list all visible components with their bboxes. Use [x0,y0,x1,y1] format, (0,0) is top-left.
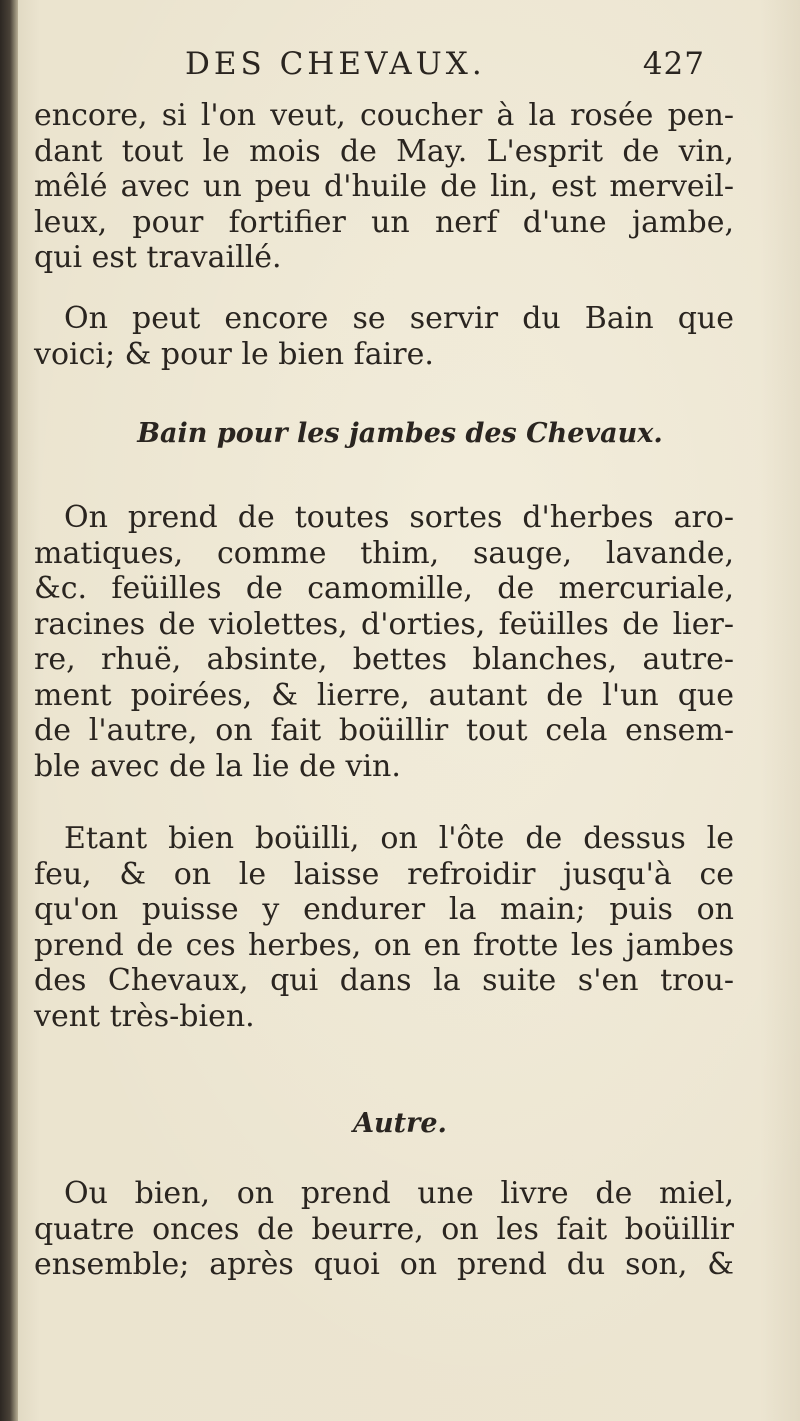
text-line: dant tout le mois de May. L'esprit de vin, [34,133,734,169]
text-line: matiques, comme thim, sauge, lavande, [34,535,734,571]
text-line: voici; & pour le bien faire. [34,336,434,372]
text-line: encore, si l'on veut, coucher à la rosée pen- [34,98,734,133]
text-line: ble avec de la lie de vin. [34,748,401,784]
text-line: re, rhuë, absinte, bettes blanches, autre- [34,642,734,677]
section-heading-autre: Autre. [353,1108,447,1139]
text-line: ensemble; après quoi on prend du son, & [34,1247,734,1282]
paragraph-1 [34,98,734,276]
text-line: &c. feüilles de camomille, de mercuriale, [34,571,734,606]
text-line: quatre onces de beurre, on les fait boüillir [34,1211,734,1247]
paragraph-5 [34,1176,734,1283]
text-line: Etant bien boüilli, on l'ôte de dessus le [64,821,734,856]
text-line: des Chevaux, qui dans la suite s'en trou- [34,963,734,998]
paragraph-3 [34,500,734,784]
text-line: leux, pour fortifier un nerf d'une jambe, [34,204,734,240]
page-number: 427 [642,46,705,82]
text-line: ment poirées, & lierre, autant de l'un que [34,677,734,713]
text-line: Ou bien, on prend une livre de miel, [64,1176,734,1211]
text-line: qu'on puisse y endurer la main; puis on [34,892,734,927]
paragraph-2 [34,301,734,372]
text-line: mêlé avec un peu d'huile de lin, est merveil- [34,169,734,204]
text-line: vent très-bien. [34,998,255,1034]
running-title: DES CHEVAUX. [185,46,486,82]
text-line: On peut encore se servir du Bain que [64,301,734,336]
paragraph-4 [34,821,734,1034]
text-line: prend de ces herbes, on en frotte les jambes [34,927,734,963]
section-heading-bain: Bain pour les jambes des Chevaux. [137,418,663,449]
text-line: feu, & on le laisse refroidir jusqu'à ce [34,856,734,892]
text-line: de l'autre, on fait boüillir tout cela ensem- [34,713,734,748]
text-line: On prend de toutes sortes d'herbes aro- [64,500,734,535]
page-header [185,46,705,96]
text-line: racines de violettes, d'orties, feüilles de lier- [34,606,734,642]
book-spine-shadow [0,0,18,1421]
text-line: qui est travaillé. [34,240,282,275]
